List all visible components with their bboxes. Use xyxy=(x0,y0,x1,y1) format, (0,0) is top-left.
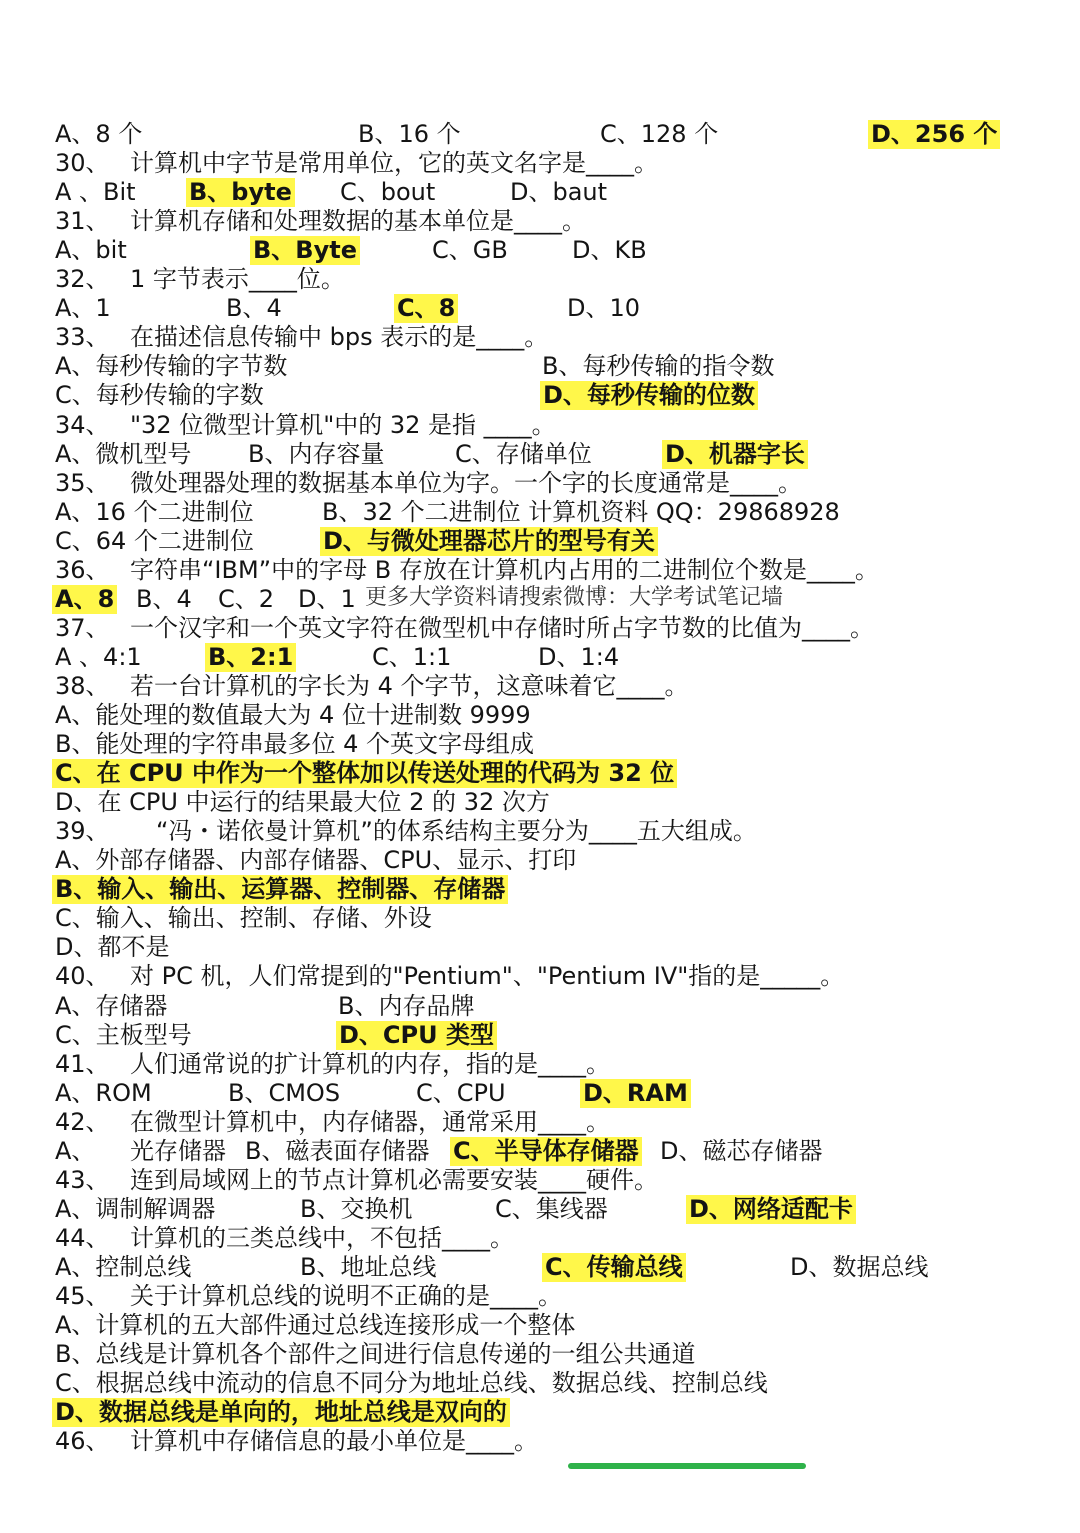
line-segment: D、都不是 xyxy=(55,933,170,962)
line-segment: A、能处理的数值最大为 4 位十进制数 9999 xyxy=(55,701,531,729)
line-segment: B、4 xyxy=(226,294,282,323)
line-segment: 1 字节表示____位。 xyxy=(130,265,345,294)
line-segment: C、每秒传输的字数 xyxy=(55,381,264,410)
line-segment: A、每秒传输的字节数 xyxy=(55,352,288,381)
line-segment: 在微型计算机中，内存储器，通常采用____。 xyxy=(130,1107,610,1136)
line-segment: A、外部存储器、内部存储器、CPU、显示、打印 xyxy=(55,846,577,875)
green-bar xyxy=(568,1463,806,1469)
answer-highlight: D、256 个 xyxy=(868,120,1000,149)
line-segment: 字符串“IBM”中的字母 B 存放在计算机内占用的二进制位个数是____。 xyxy=(130,555,879,584)
line-segment: D、1:4 xyxy=(538,642,620,671)
line-segment: 计算机中字节是常用单位，它的英文名字是____。 xyxy=(130,149,658,178)
line-segment: C、集线器 xyxy=(495,1194,608,1223)
line-segment: B、地址总线 xyxy=(300,1252,437,1281)
line-segment: 32、 xyxy=(55,265,110,294)
answer-highlight: D、与微处理器芯片的型号有关 xyxy=(320,527,658,556)
line-segment: A、bit xyxy=(55,236,127,265)
answer-highlight: D、数据总线是单向的，地址总线是双向的 xyxy=(52,1398,510,1427)
line-segment: 33、 xyxy=(55,323,110,352)
line-segment: D、磁芯存储器 xyxy=(660,1136,823,1165)
line-segment: C、1:1 xyxy=(372,642,452,671)
line-segment: B、CMOS xyxy=(228,1078,341,1107)
line-segment: D、1 xyxy=(298,584,356,613)
line-segment: D、KB xyxy=(572,236,647,265)
line-segment: 31、 xyxy=(55,207,110,236)
answer-highlight: C、传输总线 xyxy=(542,1253,686,1282)
line-segment: 38、 xyxy=(55,671,110,700)
line-segment: 37、 xyxy=(55,613,110,642)
answer-highlight: C、8 xyxy=(394,294,458,323)
line-segment: 34、 xyxy=(55,410,110,439)
line-segment: 46、 xyxy=(55,1427,110,1456)
line-segment: D、10 xyxy=(567,294,641,323)
line-segment: C、GB xyxy=(432,236,508,265)
line-segment: 一个汉字和一个英文字符在微型机中存储时所占字节数的比值为____。 xyxy=(130,613,874,642)
line-segment: 计算机存储和处理数据的基本单位是____。 xyxy=(130,207,586,236)
line-segment: 计算机中存储信息的最小单位是____。 xyxy=(130,1427,538,1456)
line-segment: 36、 xyxy=(55,555,110,584)
line-segment: D、baut xyxy=(510,178,608,207)
line-segment: B、16 个 xyxy=(358,120,461,148)
answer-highlight: D、每秒传输的位数 xyxy=(540,381,758,410)
watermark: 更多大学资料请搜索微博：大学考试笔记墙 xyxy=(365,585,784,610)
answer-highlight: B、Byte xyxy=(250,236,360,265)
line-segment: B、每秒传输的指令数 xyxy=(542,352,775,381)
line-segment: B、磁表面存储器 xyxy=(245,1136,430,1165)
answer-highlight: C、半导体存储器 xyxy=(450,1137,642,1166)
line-segment: A、计算机的五大部件通过总线连接形成一个整体 xyxy=(55,1311,576,1340)
line-segment: 对 PC 机，人们常提到的"Pentium"、"Pentium IV"指的是_____。 xyxy=(130,962,845,991)
line-segment: B、总线是计算机各个部件之间进行信息传递的一组公共通道 xyxy=(55,1340,696,1369)
line-segment: C、2 xyxy=(218,584,275,613)
line-segment: 计算机的三类总线中，不包括____。 xyxy=(130,1223,514,1252)
line-segment: 光存储器 xyxy=(130,1136,226,1165)
answer-highlight: D、网络适配卡 xyxy=(686,1195,856,1224)
line-segment: B、内存品牌 xyxy=(338,991,475,1020)
answer-highlight: B、2:1 xyxy=(205,643,296,672)
line-segment: C、输入、输出、控制、存储、外设 xyxy=(55,904,432,933)
line-segment: A、1 xyxy=(55,294,111,323)
line-segment: A、16 个二进制位 xyxy=(55,497,254,526)
line-segment: B、4 xyxy=(136,584,192,613)
line-segment: C、根据总线中流动的信息不同分为地址总线、数据总线、控制总线 xyxy=(55,1369,768,1398)
line-segment: 45、 xyxy=(55,1282,110,1310)
line-segment: B、交换机 xyxy=(300,1194,413,1223)
line-segment: 若一台计算机的字长为 4 个字节，这意味着它____。 xyxy=(130,671,689,700)
line-segment: 关于计算机总线的说明不正确的是____。 xyxy=(130,1282,562,1310)
line-segment: D、数据总线 xyxy=(790,1252,929,1281)
answer-highlight: A、8 xyxy=(52,585,117,614)
line-segment: A 、Bit xyxy=(55,178,136,207)
line-segment: B、内存容量 xyxy=(248,439,385,468)
line-segment: A、 xyxy=(55,1136,96,1165)
answer-highlight: B、输入、输出、运算器、控制器、存储器 xyxy=(52,875,508,904)
line-segment: 44、 xyxy=(55,1223,110,1252)
answer-highlight: B、byte xyxy=(186,178,295,207)
line-segment: 42、 xyxy=(55,1107,110,1136)
line-segment: A、控制总线 xyxy=(55,1252,192,1281)
line-segment: “冯・诺依曼计算机”的体系结构主要分为____五大组成。 xyxy=(156,817,757,846)
line-segment: C、64 个二进制位 xyxy=(55,526,254,555)
line-segment: C、存储单位 xyxy=(455,439,592,468)
line-segment: 39、 xyxy=(55,817,110,846)
line-segment: A、存储器 xyxy=(55,991,168,1020)
line-segment: C、128 个 xyxy=(600,120,719,148)
line-segment: 微处理器处理的数据基本单位为字。一个字的长度通常是____。 xyxy=(130,468,802,497)
line-segment: C、bout xyxy=(340,178,436,207)
line-segment: C、CPU xyxy=(416,1078,506,1107)
line-segment: 人们通常说的扩计算机的内存，指的是____。 xyxy=(130,1049,610,1078)
line-segment: A 、4:1 xyxy=(55,642,142,671)
line-segment: A、调制解调器 xyxy=(55,1194,216,1223)
line-segment: "32 位微型计算机"中的 32 是指 ____。 xyxy=(130,410,556,439)
answer-highlight: D、机器字长 xyxy=(662,440,808,469)
answer-highlight: D、CPU 类型 xyxy=(336,1021,497,1050)
line-segment: C、主板型号 xyxy=(55,1020,192,1049)
line-segment: B、32 个二进制位 计算机资料 QQ：29868928 xyxy=(322,497,840,526)
line-segment: 35、 xyxy=(55,468,110,497)
line-segment: 在描述信息传输中 bps 表示的是____。 xyxy=(130,323,549,352)
answer-highlight: D、RAM xyxy=(580,1079,691,1108)
line-segment: A、微机型号 xyxy=(55,439,192,468)
line-segment: B、能处理的字符串最多位 4 个英文字母组成 xyxy=(55,730,534,759)
line-segment: D、在 CPU 中运行的结果最大位 2 的 32 次方 xyxy=(55,788,550,817)
line-segment: 43、 xyxy=(55,1165,110,1194)
line-segment: 41、 xyxy=(55,1049,110,1078)
line-segment: 连到局域网上的节点计算机必需要安装____硬件。 xyxy=(130,1165,658,1194)
line-segment: 30、 xyxy=(55,149,110,178)
answer-highlight: C、在 CPU 中作为一个整体加以传送处理的代码为 32 位 xyxy=(52,759,677,788)
line-segment: 40、 xyxy=(55,962,110,991)
line-segment: A、ROM xyxy=(55,1078,152,1107)
line-segment: A、8 个 xyxy=(55,120,143,148)
